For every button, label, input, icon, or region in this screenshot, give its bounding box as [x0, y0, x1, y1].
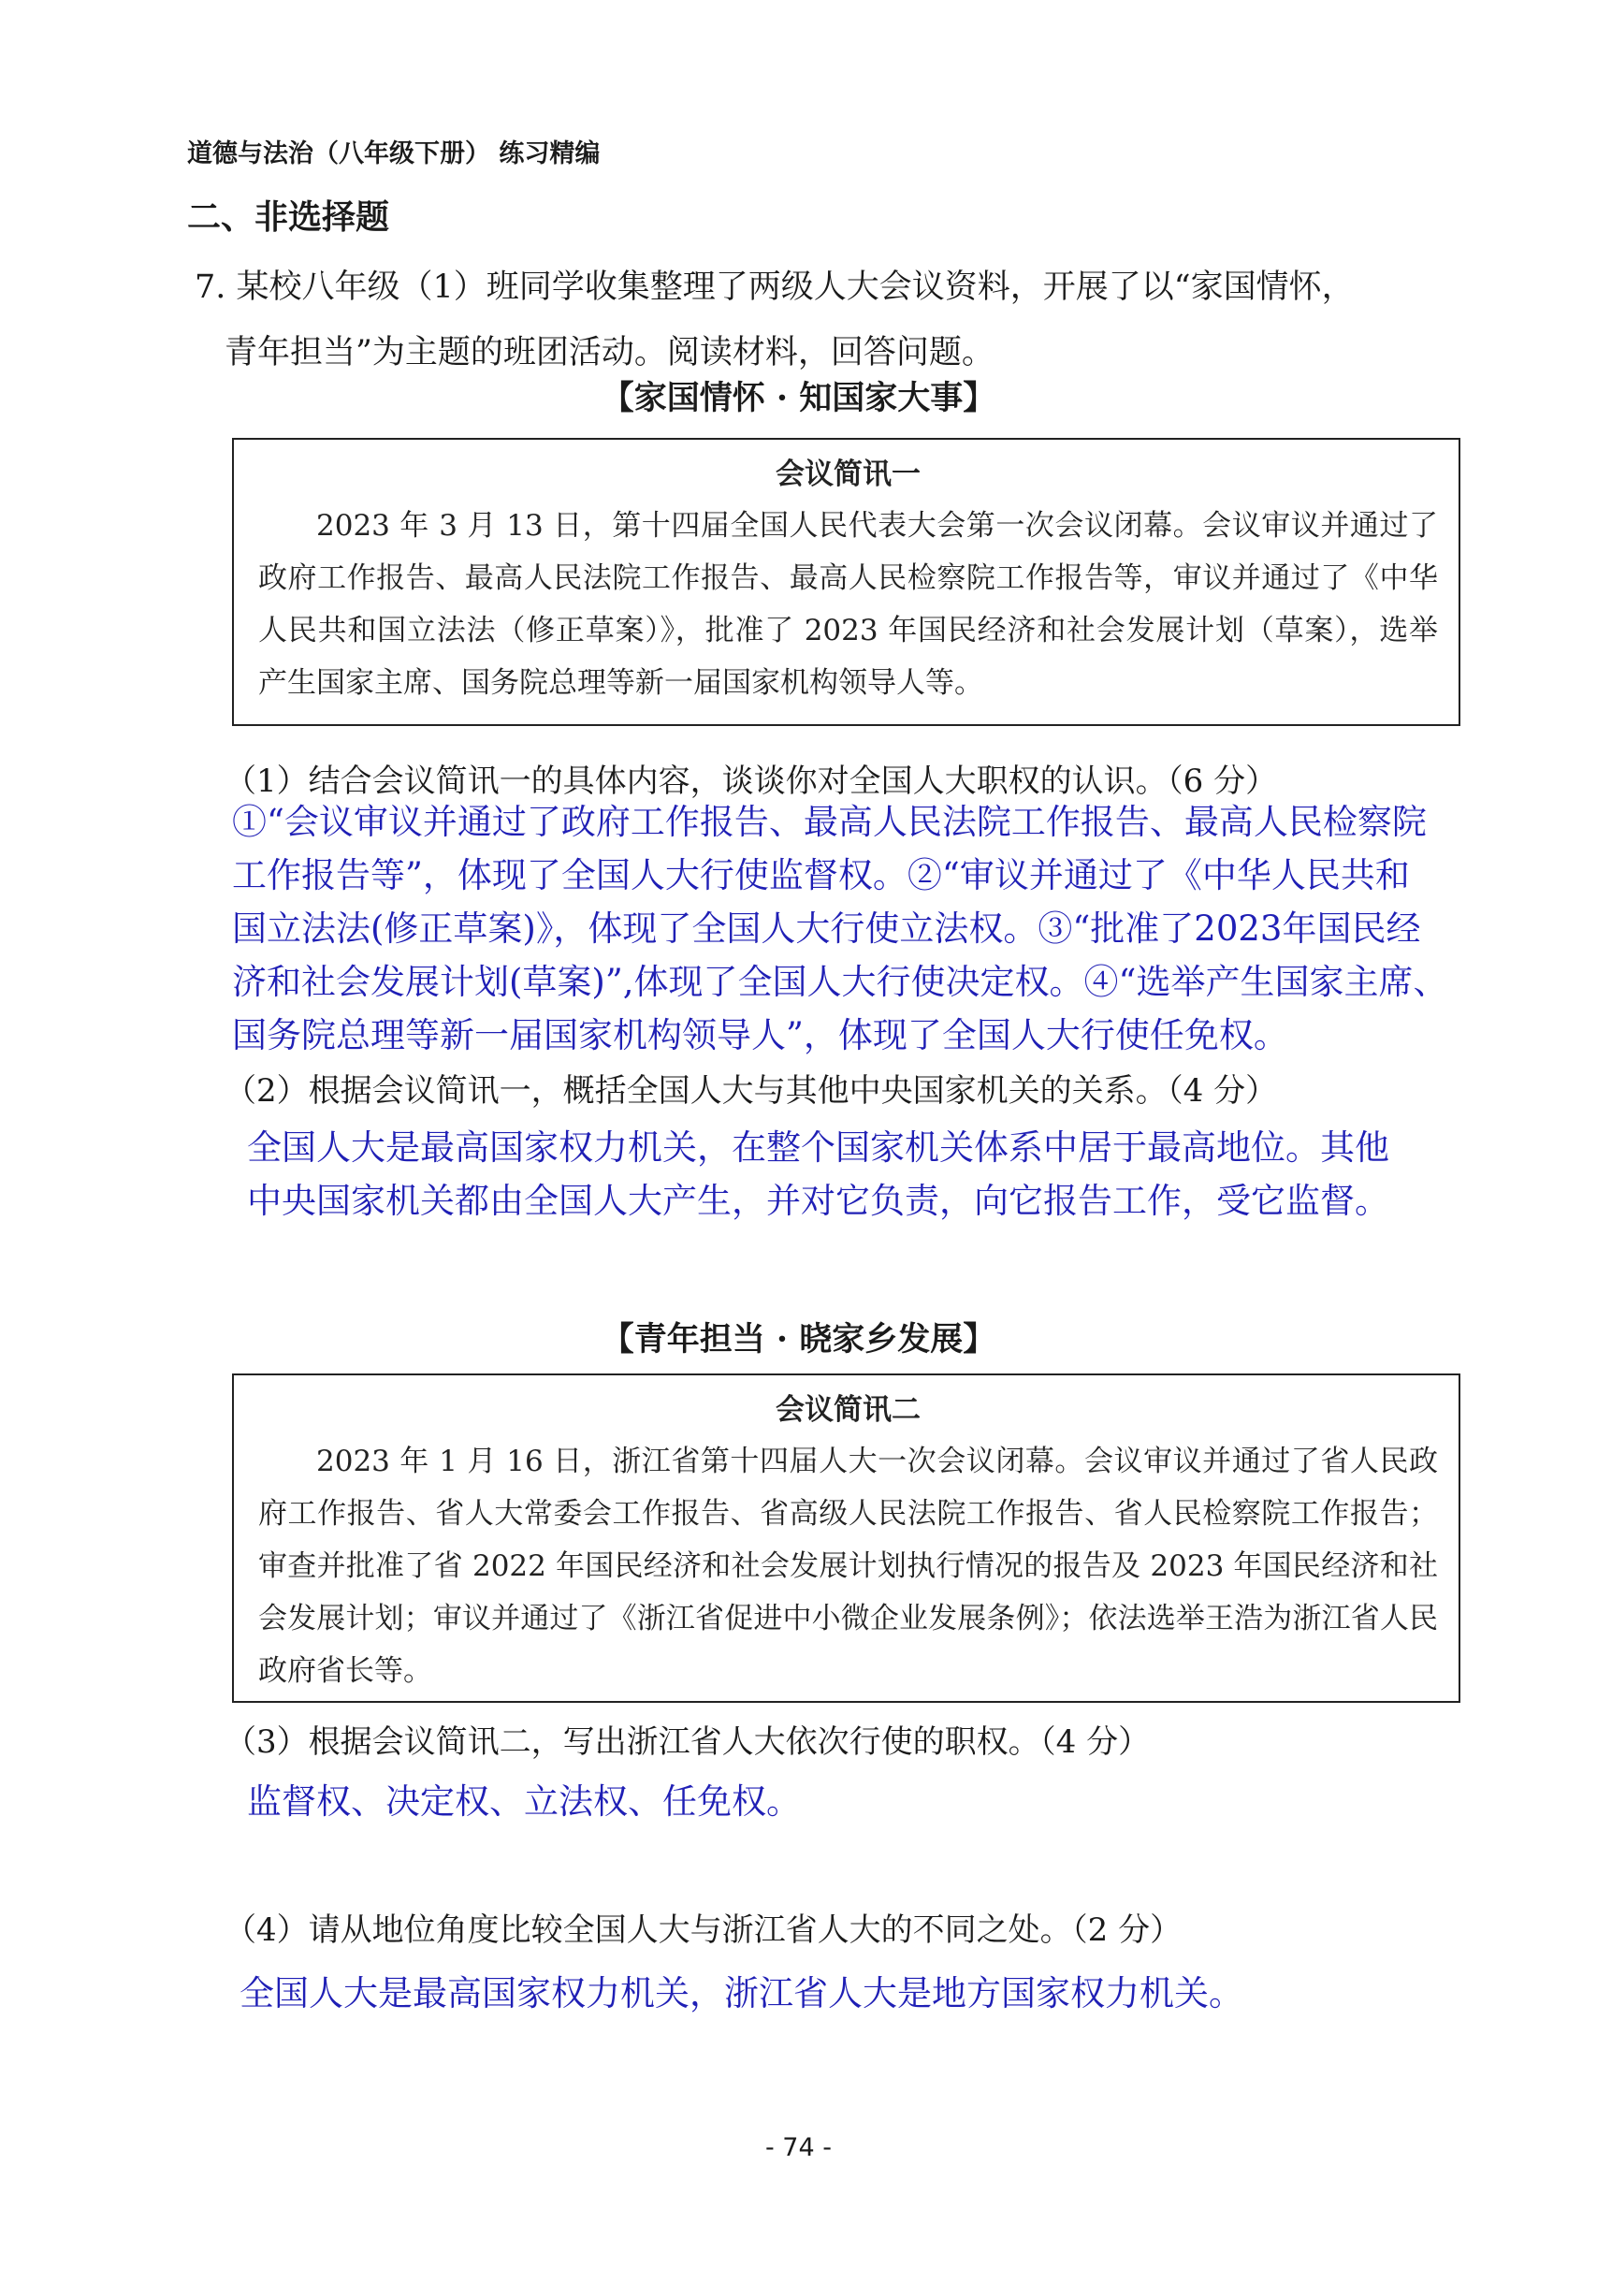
answer-4: 全国人大是最高国家权力机关，浙江省人大是地方国家权力机关。 — [240, 1973, 1243, 2013]
answer-1-line: 济和社会发展计划(草案)”,体现了全国人大行使决定权。④“选举产生国家主席、 — [232, 962, 1448, 1002]
meeting-brief-2-text: 2023 年 1 月 16 日，浙江省第十四届人大一次会议闭幕。会议审议并通过了省人民政府工作报告、省人大常委会工作报告、省高级人民法院工作报告、省人民检察院工作报告；审查并批准了省 2022 年国民经济和社会发展计划执行情况的报告及 2023 年国民经济和社会发展计划；审议并通过了《浙江省促进中小微企业发展条例》；依法选举王浩为浙江省人民政府省长等。 — [258, 1445, 1438, 1688]
answer-1 — [232, 795, 1561, 1062]
answer-1-line: ①“会议审议并通过了政府工作报告、最高人民法院工作报告、最高人民检察院 — [232, 802, 1427, 842]
answer-1-line: 国立法法(修正草案)》，体现了全国人大行使立法权。③“批准了2023年国民经 — [232, 908, 1421, 949]
part1-heading: 【家国情怀 · 知国家大事】 — [601, 379, 996, 417]
answer-2-line: 全国人大是最高国家权力机关，在整个国家机关体系中居于最高地位。其他 — [247, 1127, 1389, 1168]
book-header: 道德与法治（八年级下册） 练习精编 — [187, 139, 601, 168]
answer-1-line: 工作报告等”，体现了全国人大行使监督权。②“审议并通过了《中华人民共和 — [232, 855, 1410, 895]
answer-2-line: 中央国家机关都由全国人大产生，并对它负责，向它报告工作，受它监督。 — [247, 1181, 1389, 1221]
question-1: （1）结合会议简讯一的具体内容，谈谈你对全国人大职权的认识。（6 分） — [225, 763, 1278, 800]
meeting-brief-1 — [232, 438, 1460, 726]
answer-1-line: 国务院总理等新一届国家机构领导人”，体现了全国人大行使任免权。 — [232, 1015, 1288, 1055]
meeting-brief-1-title: 会议简讯一 — [776, 458, 921, 491]
answer-2 — [247, 1121, 1557, 1228]
question-stem — [195, 254, 1542, 385]
question-2: （2）根据会议简讯一，概括全国人大与其他中央国家机关的关系。（4 分） — [225, 1072, 1278, 1110]
part2-heading: 【青年担当 · 晓家乡发展】 — [601, 1320, 996, 1359]
question-3: （3）根据会议简讯二，写出浙江省人大依次行使的职权。（4 分） — [225, 1723, 1151, 1761]
question-stem-line1: 7. 某校八年级（1）班同学收集整理了两级人大会议资料，开展了以“家国情怀， — [195, 269, 1355, 306]
answer-3: 监督权、决定权、立法权、任免权。 — [247, 1781, 801, 1822]
page-number: - 74 - — [764, 2133, 832, 2162]
question-4: （4）请从地位角度比较全国人大与浙江省人大的不同之处。（2 分） — [225, 1911, 1183, 1949]
meeting-brief-2-title: 会议简讯二 — [776, 1393, 921, 1427]
section-title: 二、非选择题 — [187, 198, 390, 237]
meeting-brief-2 — [232, 1373, 1460, 1703]
question-stem-line2: 青年担当”为主题的班团活动。阅读材料，回答问题。 — [225, 334, 994, 371]
meeting-brief-1-text: 2023 年 3 月 13 日，第十四届全国人民代表大会第一次会议闭幕。会议审议并通过了政府工作报告、最高人民法院工作报告、最高人民检察院工作报告等，审议并通过了《中华人民共和国立法法（修正草案）》，批准了 2023 年国民经济和社会发展计划（草案），选举产生国家主席、国务院总理等新一届国家机构领导人等。 — [258, 509, 1438, 700]
